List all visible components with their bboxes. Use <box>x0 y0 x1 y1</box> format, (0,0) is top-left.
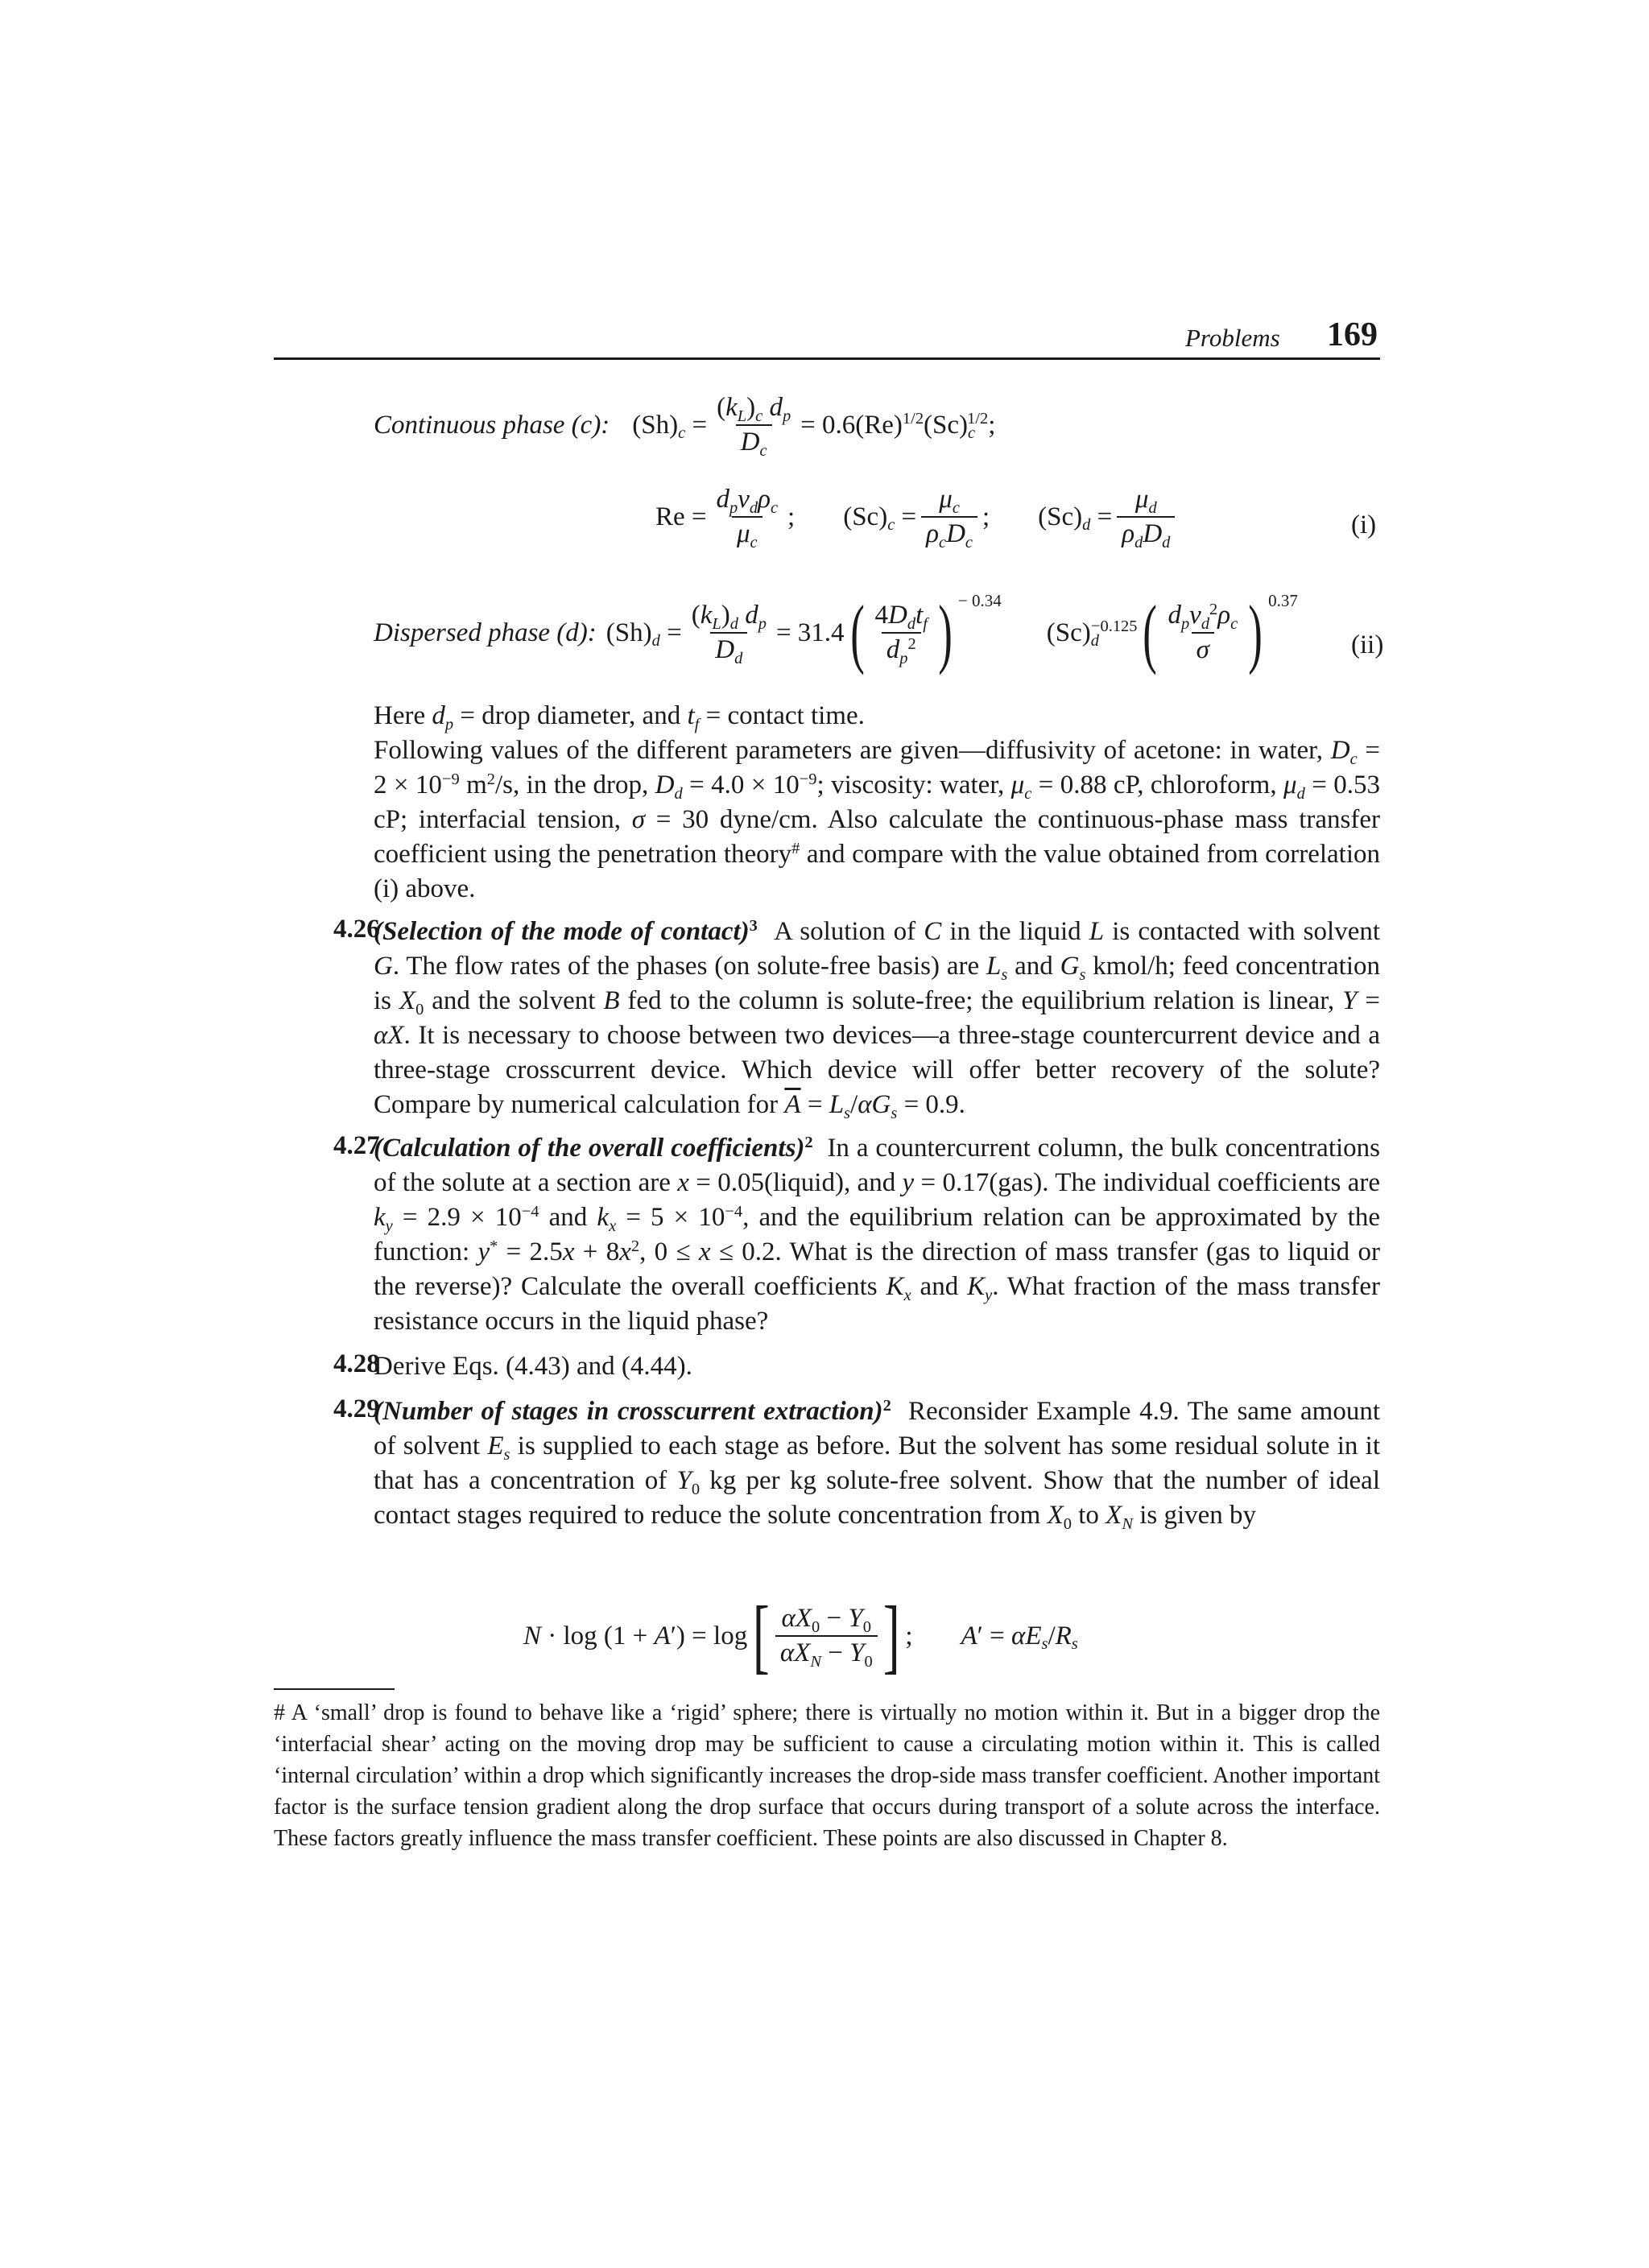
equation-continuous-sh: Continuous phase (c): $(Sh)_c$ = $\frac{(k_L)_c d_p}{D_c}$ = $0.6(Re)^{1/2}(Sc)_c^{1/2}$; <box>374 393 996 460</box>
equation-re-sc: Re = $\frac{d_pv_d\rho_c}{\mu_c}$ ; $(Sc)_c$ = $\frac{\mu_c}{\rho_cD_c}$ ; $(Sc)_d$ = $\frac{\mu_d}{\rho_dD_d}$ <box>655 485 1180 549</box>
running-head: Problems <box>1185 324 1280 352</box>
problem-4-26: (Selection of the mode of contact)$^3$ A solution of C in the liquid L is contacted with solvent G. The flow rates of the phases (on solute-free basis) are $L_s$ and $G_s$ kmol/h; feed concentration is $X_0$ and the solvent B fed to the column is solute-free; the equilibrium relation is linear, Y = αX. It is necessary to choose between two devices—a three-stage countercurrent device and a three-stage crosscurrent device. Which device will offer better recovery of the solute? Compare by numerical calculation for $\overline{A} = L_s/\alpha G_s = 0.9$. <box>374 916 1381 1122</box>
problem-number: 4.28 <box>333 1349 380 1378</box>
equation-tag-i: (i) <box>1351 510 1377 539</box>
footnote: # A ‘small’ drop is found to behave like a ‘rigid’ sphere; there is virtually no motion within it. But in a bigger drop the ‘interfacial shear’ acting on the moving drop may be sufficient to cause a circulating motion within it. This is called ‘internal circulation’ within a drop which significantly increases the drop-side mass transfer coefficient. Another important factor is the surface tension gradient along the drop surface that occurs during transport of a solute across the interface. These factors greatly influence the mass transfer coefficient. These points are also discussed in Chapter 8. <box>274 1700 1380 1851</box>
problem-4-28: Derive Eqs. (4.43) and (4.44). <box>374 1352 692 1381</box>
footnote-rule <box>274 1688 395 1690</box>
header-rule <box>274 357 1380 360</box>
problem-number: 4.27 <box>333 1131 380 1160</box>
equation-dispersed-sh: Dispersed phase (d): $(Sh)_d$ = $\frac{(k_L)_d d_p}{D_d}$ = 31.4 ( $\frac{4D_dt_f}{d_p^2}$ ) − 0.34 $(Sc)_d^{-0.125}$ ( $\frac{d_pv_d^2\rho_c}{\sigma}$ ) 0.37 <box>374 589 1298 675</box>
definition-line: Here $d_p$ = drop diameter, and $t_f$ = contact time. <box>374 701 865 733</box>
problem-number: 4.26 <box>333 915 380 944</box>
continuous-phase-label: Continuous phase (c): <box>374 410 610 440</box>
problem-4-27: (Calculation of the overall coefficients)$^2$ In a countercurrent column, the bulk concentrations of the solute at a section are x = 0.05(liquid), and y = 0.17(gas). The individual coefficients are $k_y = 2.9 \times 10^{-4}$ and $k_x = 5 \times 10^{-4}$, and the equilibrium relation can be approximated by the function: $y^* = 2.5x + 8x^2$, 0 ≤ x ≤ 0.2. What is the direction of mass transfer (gas to liquid or the reverse)? Calculate the overall coefficients $K_x$ and $K_y$. What fraction of the mass transfer resistance occurs in the liquid phase? <box>374 1133 1380 1336</box>
equation-tag-ii: (ii) <box>1351 630 1384 659</box>
dispersed-phase-label: Dispersed phase (d): <box>374 618 597 647</box>
equation-stage-count: N · log (1 + A′) = log [ $\frac{\alpha X_0 - Y_0}{\alpha X_N - Y_0}$ ] ; $A' = \alpha E_s/R_s$ <box>523 1589 1078 1682</box>
page-number: 169 <box>1327 316 1378 353</box>
problem-number: 4.29 <box>333 1394 380 1423</box>
parameters-paragraph: Following values of the different parameters are given—diffusivity of acetone: in water, $D_c = 2 \times 10^{-9}$ $m^2/s$, in the drop, $D_d = 4.0 \times 10^{-9}$; viscosity: water, $\mu_c = 0.88$ cP, chloroform, $\mu_d = 0.53$ cP; interfacial tension, σ = 30 dyne/cm. Also calculate the continuous-phase mass transfer coefficient using the penetration theory# and compare with the value obtained from correlation (i) above. <box>374 736 1380 903</box>
problem-4-29: (Number of stages in crosscurrent extraction)$^2$ Reconsider Example 4.9. The same amount of solvent $E_s$ is supplied to each stage as before. But the solvent has some residual solute in it that has a concentration of $Y_0$ kg per kg solute-free solvent. Show that the number of ideal contact stages required to reduce the solute concentration from $X_0$ to $X_N$ is given by <box>374 1396 1380 1533</box>
